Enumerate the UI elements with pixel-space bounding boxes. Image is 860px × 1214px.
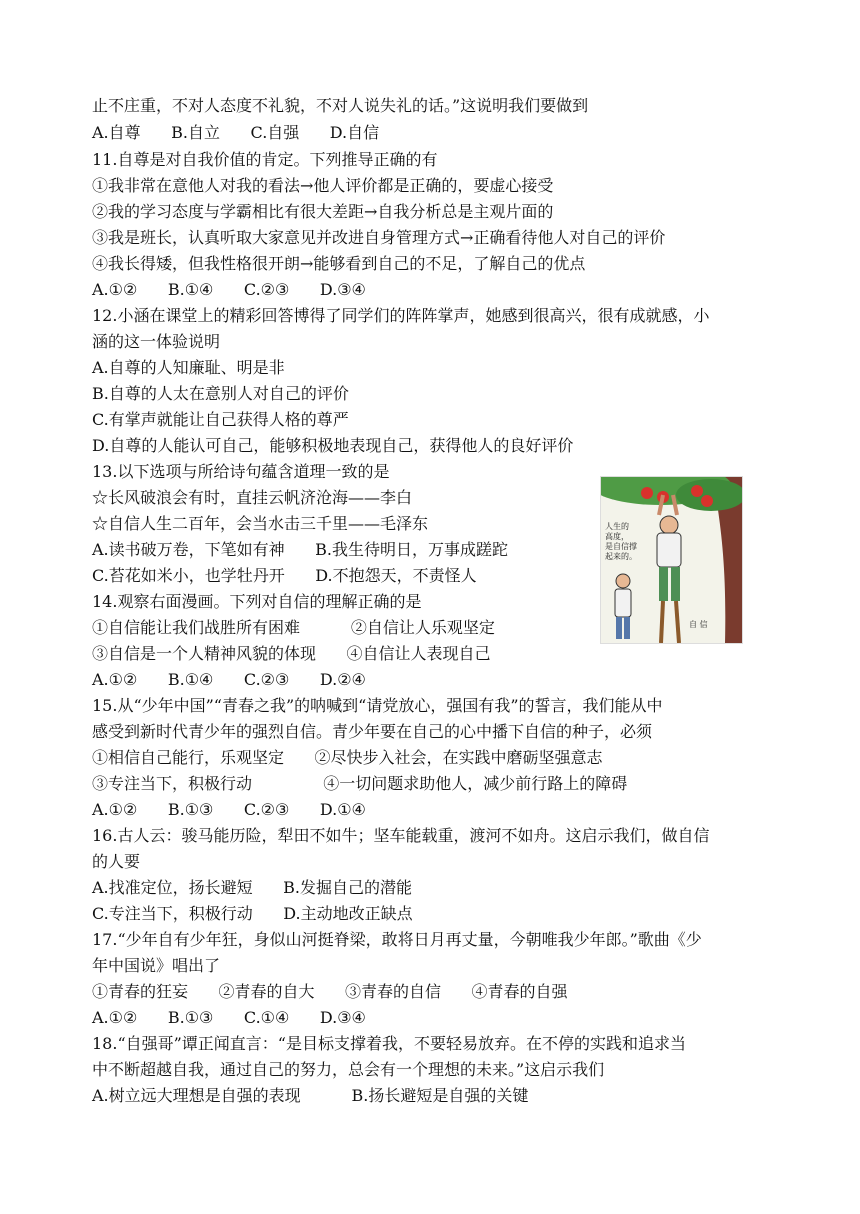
question-17: 17.“少年自有少年狂，身似山河挺脊梁，敢将日月再丈量，今朝唯我少年郎。”歌曲《少: [92, 930, 702, 949]
cartoon-illustration: [601, 477, 742, 643]
text-line: 中不断超越自我，通过自己的努力，总会有一个理想的未来。”这启示我们: [92, 1060, 605, 1079]
statement-line: ③我是班长，认真听取大家意见并改进自身管理方式→正确看待他人对自己的评价: [92, 228, 666, 247]
caption-line: 人生的: [605, 522, 629, 531]
poem-line: ☆长风破浪会有时，直挂云帆济沧海——李白: [92, 488, 413, 507]
text-line: 感受到新时代青少年的强烈自信。青少年要在自己的心中播下自信的种子，必须: [92, 722, 653, 741]
option-line: A.树立远大理想是自强的表现 B.扬长避短是自强的关键: [92, 1086, 529, 1105]
option-line: A.找准定位，扬长避短 B.发掘自己的潜能: [92, 878, 413, 897]
answer-options-q11: A.①② B.①④ C.②③ D.③④: [92, 280, 366, 299]
statement-line: ③专注当下，积极行动 ④一切问题求助他人，减少前行路上的障碍: [92, 774, 628, 793]
option-line: D.自尊的人能认可自己，能够积极地表现自己，获得他人的良好评价: [92, 436, 574, 455]
question-13: 13.以下选项与所给诗句蕴含道理一致的是: [92, 462, 390, 481]
option-line: C.有掌声就能让自己获得人格的尊严: [92, 410, 349, 429]
option-line: A.自尊的人知廉耻、明是非: [92, 358, 285, 377]
small-man-head: [616, 574, 630, 588]
caption-line: 是自信撑: [605, 542, 637, 551]
apple: [691, 485, 703, 497]
answer-options-q10: A.自尊 B.自立 C.自强 D.自信: [92, 123, 380, 142]
answer-options-q17: A.①② B.①③ C.①④ D.③④: [92, 1008, 366, 1027]
text-line: 的人要: [92, 852, 141, 871]
question-18: 18.“自强哥”谭正闻直言：“是目标支撑着我，不要轻易放弃。在不停的实践和追求当: [92, 1034, 686, 1053]
stilt-label: 自 信: [689, 620, 708, 629]
apple: [701, 495, 713, 507]
stilt: [661, 601, 663, 643]
stilt: [676, 601, 679, 643]
caption-line: 高度，: [605, 532, 629, 541]
man-head: [660, 516, 678, 534]
question-12: 12.小涵在课堂上的精彩回答博得了同学们的阵阵掌声，她感到很高兴，很有成就感，小: [92, 306, 710, 325]
statement-line: ①青春的狂妄 ②青春的自大 ③青春的自信 ④青春的自强: [92, 982, 568, 1001]
answer-options-q15: A.①② B.①③ C.②③ D.①④: [92, 800, 366, 819]
question-16: 16.古人云：骏马能历险，犁田不如牛；坚车能载重，渡河不如舟。这启示我们，做自信: [92, 826, 710, 845]
text-line: 止不庄重，不对人态度不礼貌，不对人说失礼的话。”这说明我们要做到: [92, 96, 589, 115]
option-line: A.读书破万卷，下笔如有神 B.我生待明日，万事成蹉跎: [92, 540, 509, 559]
apple: [641, 487, 653, 499]
question-14: 14.观察右面漫画。下列对自信的理解正确的是: [92, 592, 422, 611]
statement-line: ③自信是一个人精神风貌的体现 ④自信让人表现自己: [92, 644, 491, 663]
statement-line: ④我长得矮，但我性格很开朗→能够看到自己的不足，了解自己的优点: [92, 254, 586, 273]
text-line: 涵的这一体验说明: [92, 332, 221, 351]
confidence-cartoon: [600, 476, 743, 644]
text-line: 年中国说》唱出了: [92, 956, 221, 975]
statement-line: ①相信自己能行，乐观坚定 ②尽快步入社会，在实践中磨砺坚强意志: [92, 748, 603, 767]
question-11: 11.自尊是对自我价值的肯定。下列推导正确的有: [92, 150, 438, 169]
option-line: B.自尊的人太在意别人对自己的评价: [92, 384, 349, 403]
statement-line: ①自信能让我们战胜所有困难 ②自信让人乐观坚定: [92, 618, 495, 637]
poem-line: ☆自信人生二百年，会当水击三千里——毛泽东: [92, 514, 429, 533]
man-shirt: [657, 533, 681, 567]
question-15: 15.从“少年中国”“青春之我”的呐喊到“请党放心，强国有我”的誓言，我们能从中: [92, 696, 663, 715]
answer-options-q14: A.①② B.①④ C.②③ D.②④: [92, 670, 366, 689]
caption-line: 起来的。: [605, 552, 637, 561]
statement-line: ①我非常在意他人对我的看法→他人评价都是正确的，要虚心接受: [92, 176, 554, 195]
statement-line: ②我的学习态度与学霸相比有很大差距→自我分析总是主观片面的: [92, 202, 554, 221]
option-line: C.专注当下，积极行动 D.主动地改正缺点: [92, 904, 413, 923]
option-line: C.苔花如米小，也学牡丹开 D.不抱怨天，不责怪人: [92, 566, 477, 585]
